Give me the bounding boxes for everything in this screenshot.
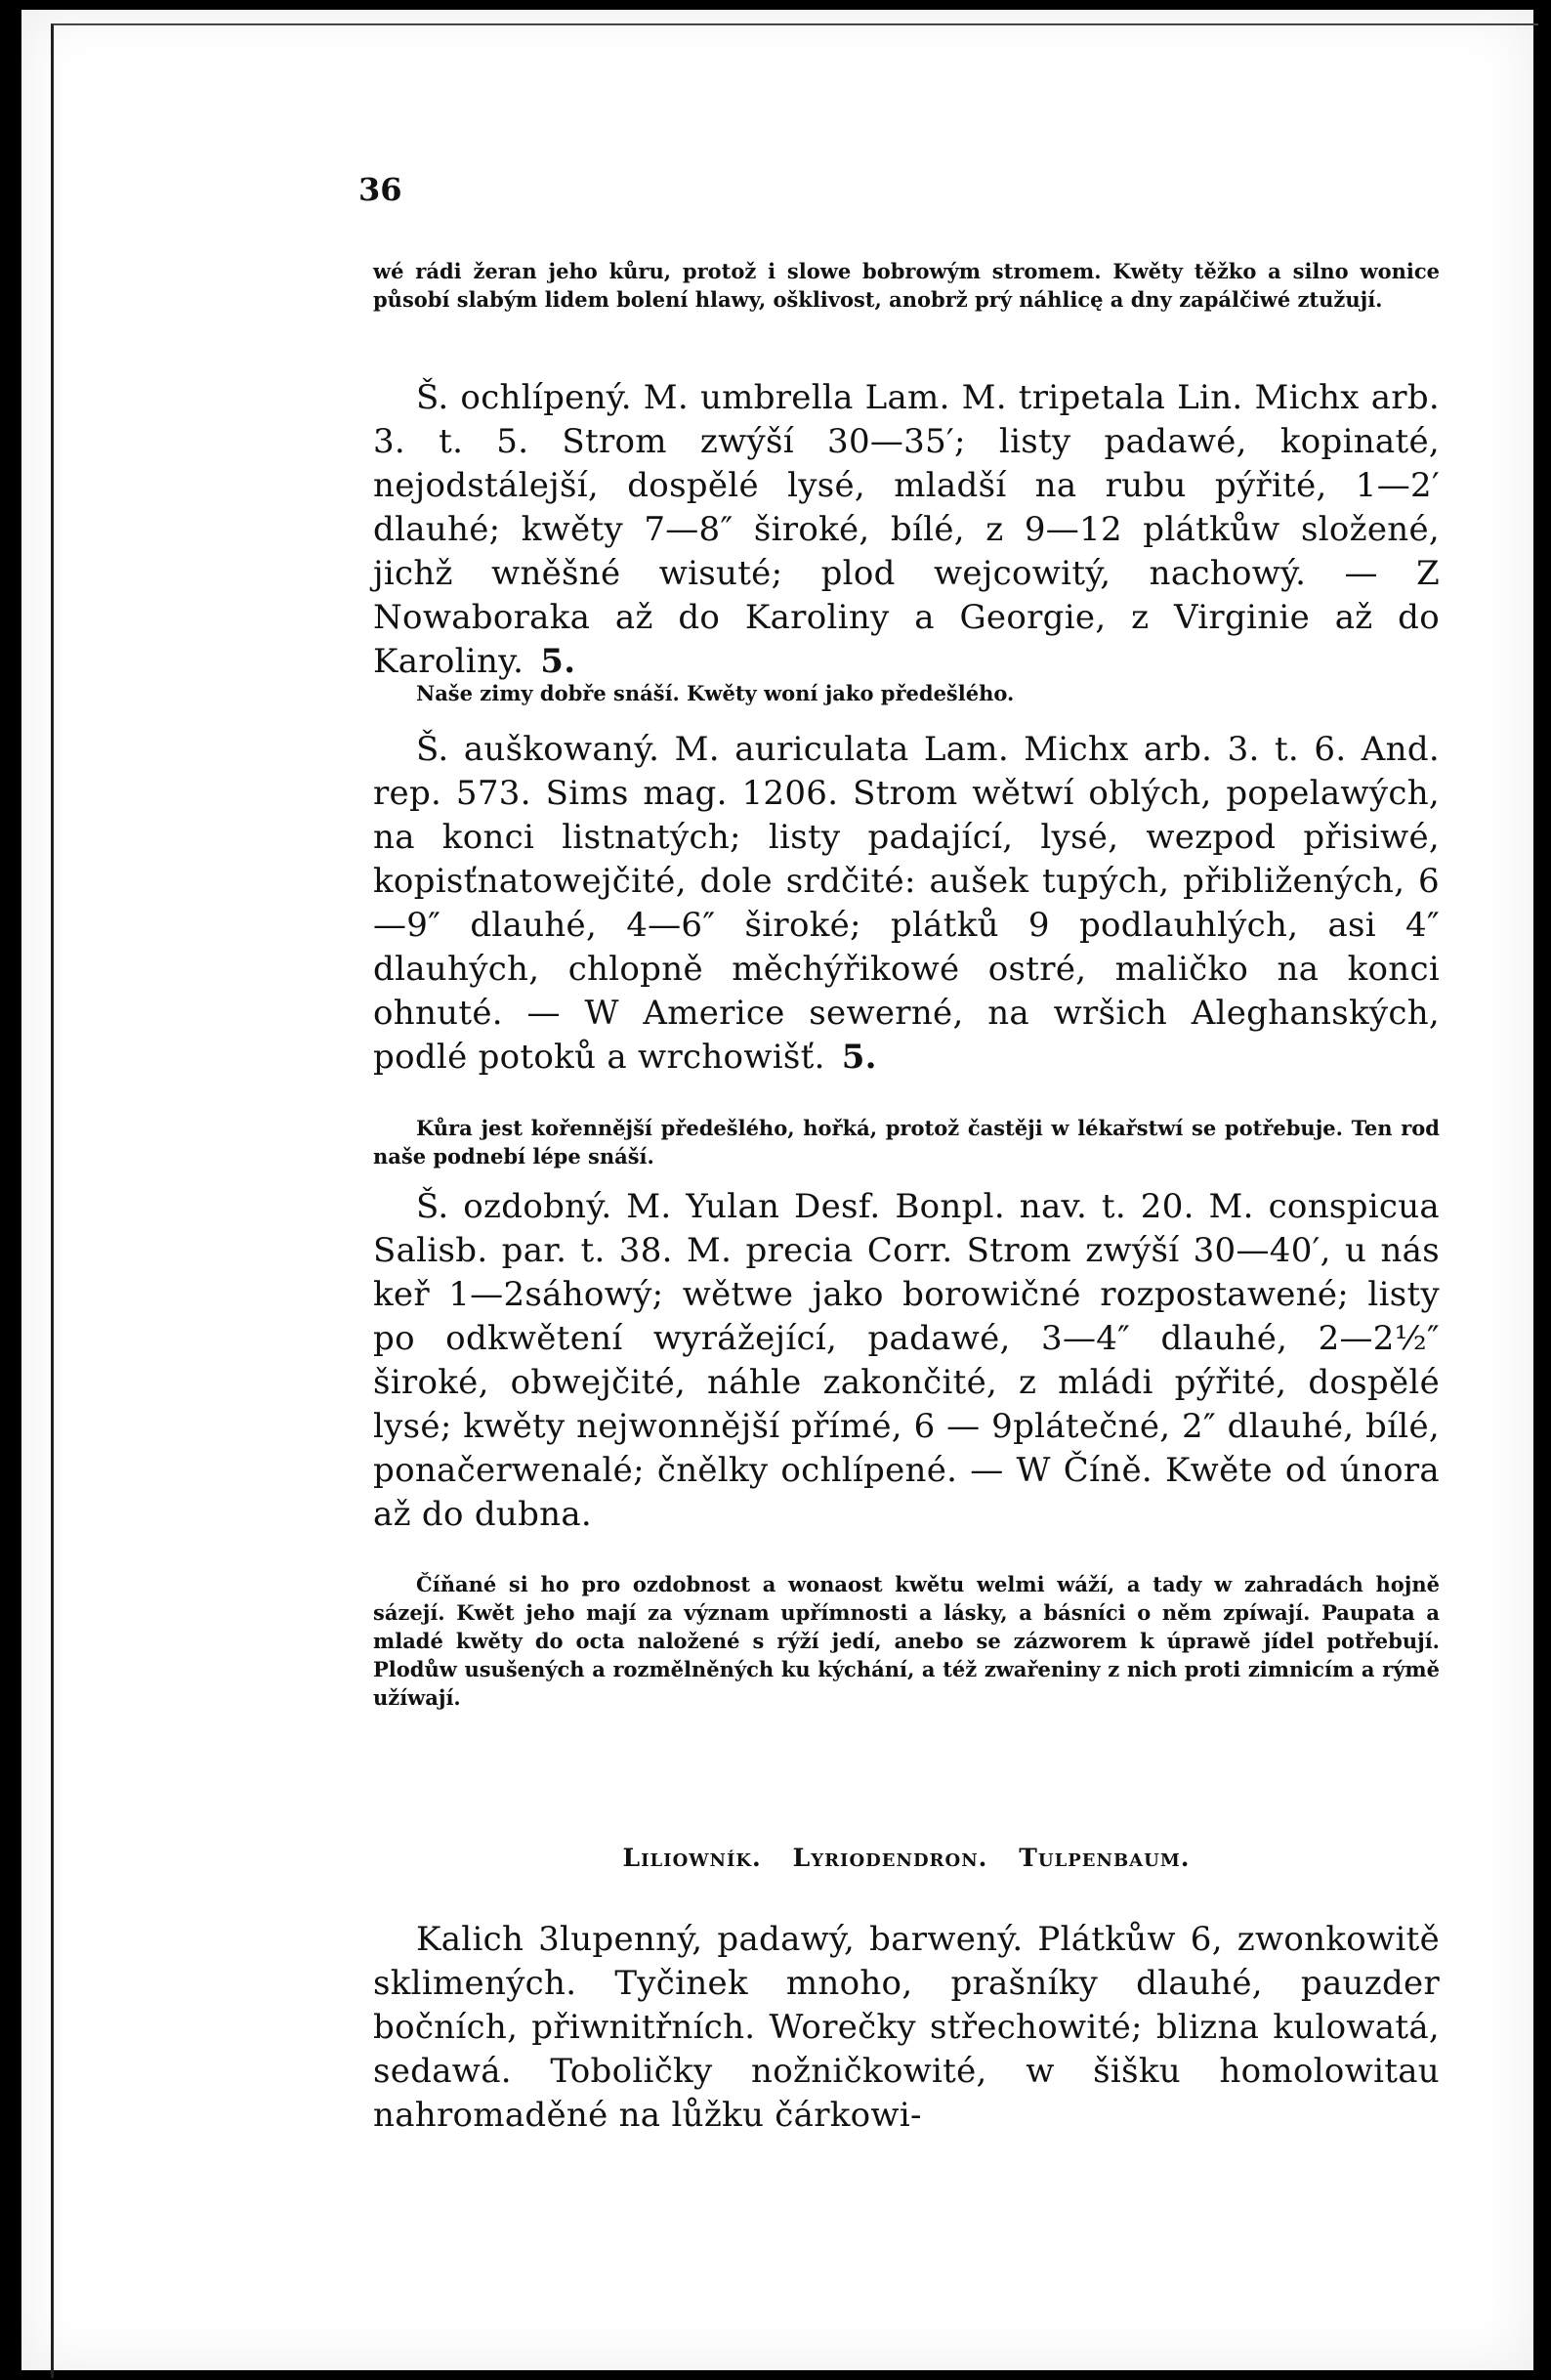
page-number: 36 [358, 171, 402, 208]
paragraph-small-3: Kůra jest kořennější předešlého, hořká, protož častěji w lékařstwí se potřebuje. Ten rod naše podnebí lépe snáší. [373, 1116, 1440, 1169]
heading-czech: Liliowník. [622, 1844, 762, 1872]
paragraph-species-umbrella [373, 376, 1440, 684]
paragraph-species-auriculata [373, 728, 1440, 1080]
paragraph-text: Š. auškowaný. M. auriculata Lam. Michx arb. 3. t. 6. And. rep. 573. Sims mag. 1206. Strom wětwí oblých, popelawých, na konci listnatých; listy padající, lysé, wezpod přisiwé, kopisťnatowejčité, dole srdčité: aušek tupých, přibližených, 6—9″ dlauhé, 4—6″ široké; plátků 9 podlauhlých, asi 4″ dlauhých, chlopně měchýřikowé ostré, maličko na konci ohnuté. — W Americe sewerné, na wršich Aleghanských, podlé potoků a wrchowišť. [373, 730, 1440, 1077]
handwritten-mark: 5. [540, 642, 576, 681]
paragraph-genus-description: Kalich 3lupenný, padawý, barwený. Plátkůw 6, zwonkowitě sklimených. Tyčinek mnoho, prašníky dlauhé, pauzder bočních, přiwnitřních. Worečky střechowité; blizna kulowatá, sedawá. Toboličky nožničkowité, w šišku homolowitau nahromaděné na lůžku čárkowi- [373, 1920, 1440, 2135]
heading-latin: Lyriodendron. [792, 1844, 988, 1872]
heading-german: Tulpenbaum. [1019, 1844, 1191, 1872]
paragraph-small-4: Číňané si ho pro ozdobnost a wonaost kwětu welmi wáží, a tady w zahradách hojně sázejí. Kwět jeho mají za význam upřímnosti a lásky, a básníci o něm zpíwají. Paupata a mladé kwěty do octa naložené s rýží jedí, anebo se zázworem k úprawě jídel potřebují. Plodůw usušených a rozmělněných ku kýchání, a též zwařeniny z nich proti zimnicím a rýmě užíwají. [373, 1572, 1440, 1710]
genus-heading [373, 1844, 1440, 1872]
paragraph-small-1: wé rádi žeran jeho kůru, protož i slowe bobrowým stromem. Kwěty těžko a silno wonice působí slabým lidem bolení hlawy, ošklivost, anobrž prý náhlicę a dny zapálčiwé ztužují. [373, 259, 1440, 312]
paragraph-small-2: Naše zimy dobře snáší. Kwěty woní jako předešlého. [416, 681, 1015, 705]
handwritten-mark: 5. [841, 1038, 877, 1077]
book-page [21, 10, 1533, 2370]
paragraph-text: Š. ochlípený. M. umbrella Lam. M. tripetala Lin. Michx arb. 3. t. 5. Strom zwýší 30—35′; listy padawé, kopinaté, nejodstálejší, dospělé lysé, mladší na rubu pýřité, 1—2′ dlauhé; kwěty 7—8″ široké, bílé, z 9—12 plátkůw složené, jichž wněšné wisuté; plod wejcowitý, nachowý. — Z Nowaboraka až do Karoliny a Georgie, z Virginie až do Karoliny. [373, 378, 1440, 681]
paragraph-species-yulan: Š. ozdobný. M. Yulan Desf. Bonpl. nav. t. 20. M. conspicua Salisb. par. t. 38. M. precia Corr. Strom zwýší 30—40′, u nás keř 1—2sáhowý; wětwe jako borowičné rozpostawené; listy po odkwětení wyrážející, padawé, 3—4″ dlauhé, 2—2½″ široké, obwejčité, náhle zakončité, z mládi pýřité, dospělé lysé; kwěty nejwonnější přímé, 6 — 9plátečné, 2″ dlauhé, bílé, ponačerwenalé; čnělky ochlípené. — W Číně. Kwěte od února až do dubna. [373, 1187, 1440, 1534]
